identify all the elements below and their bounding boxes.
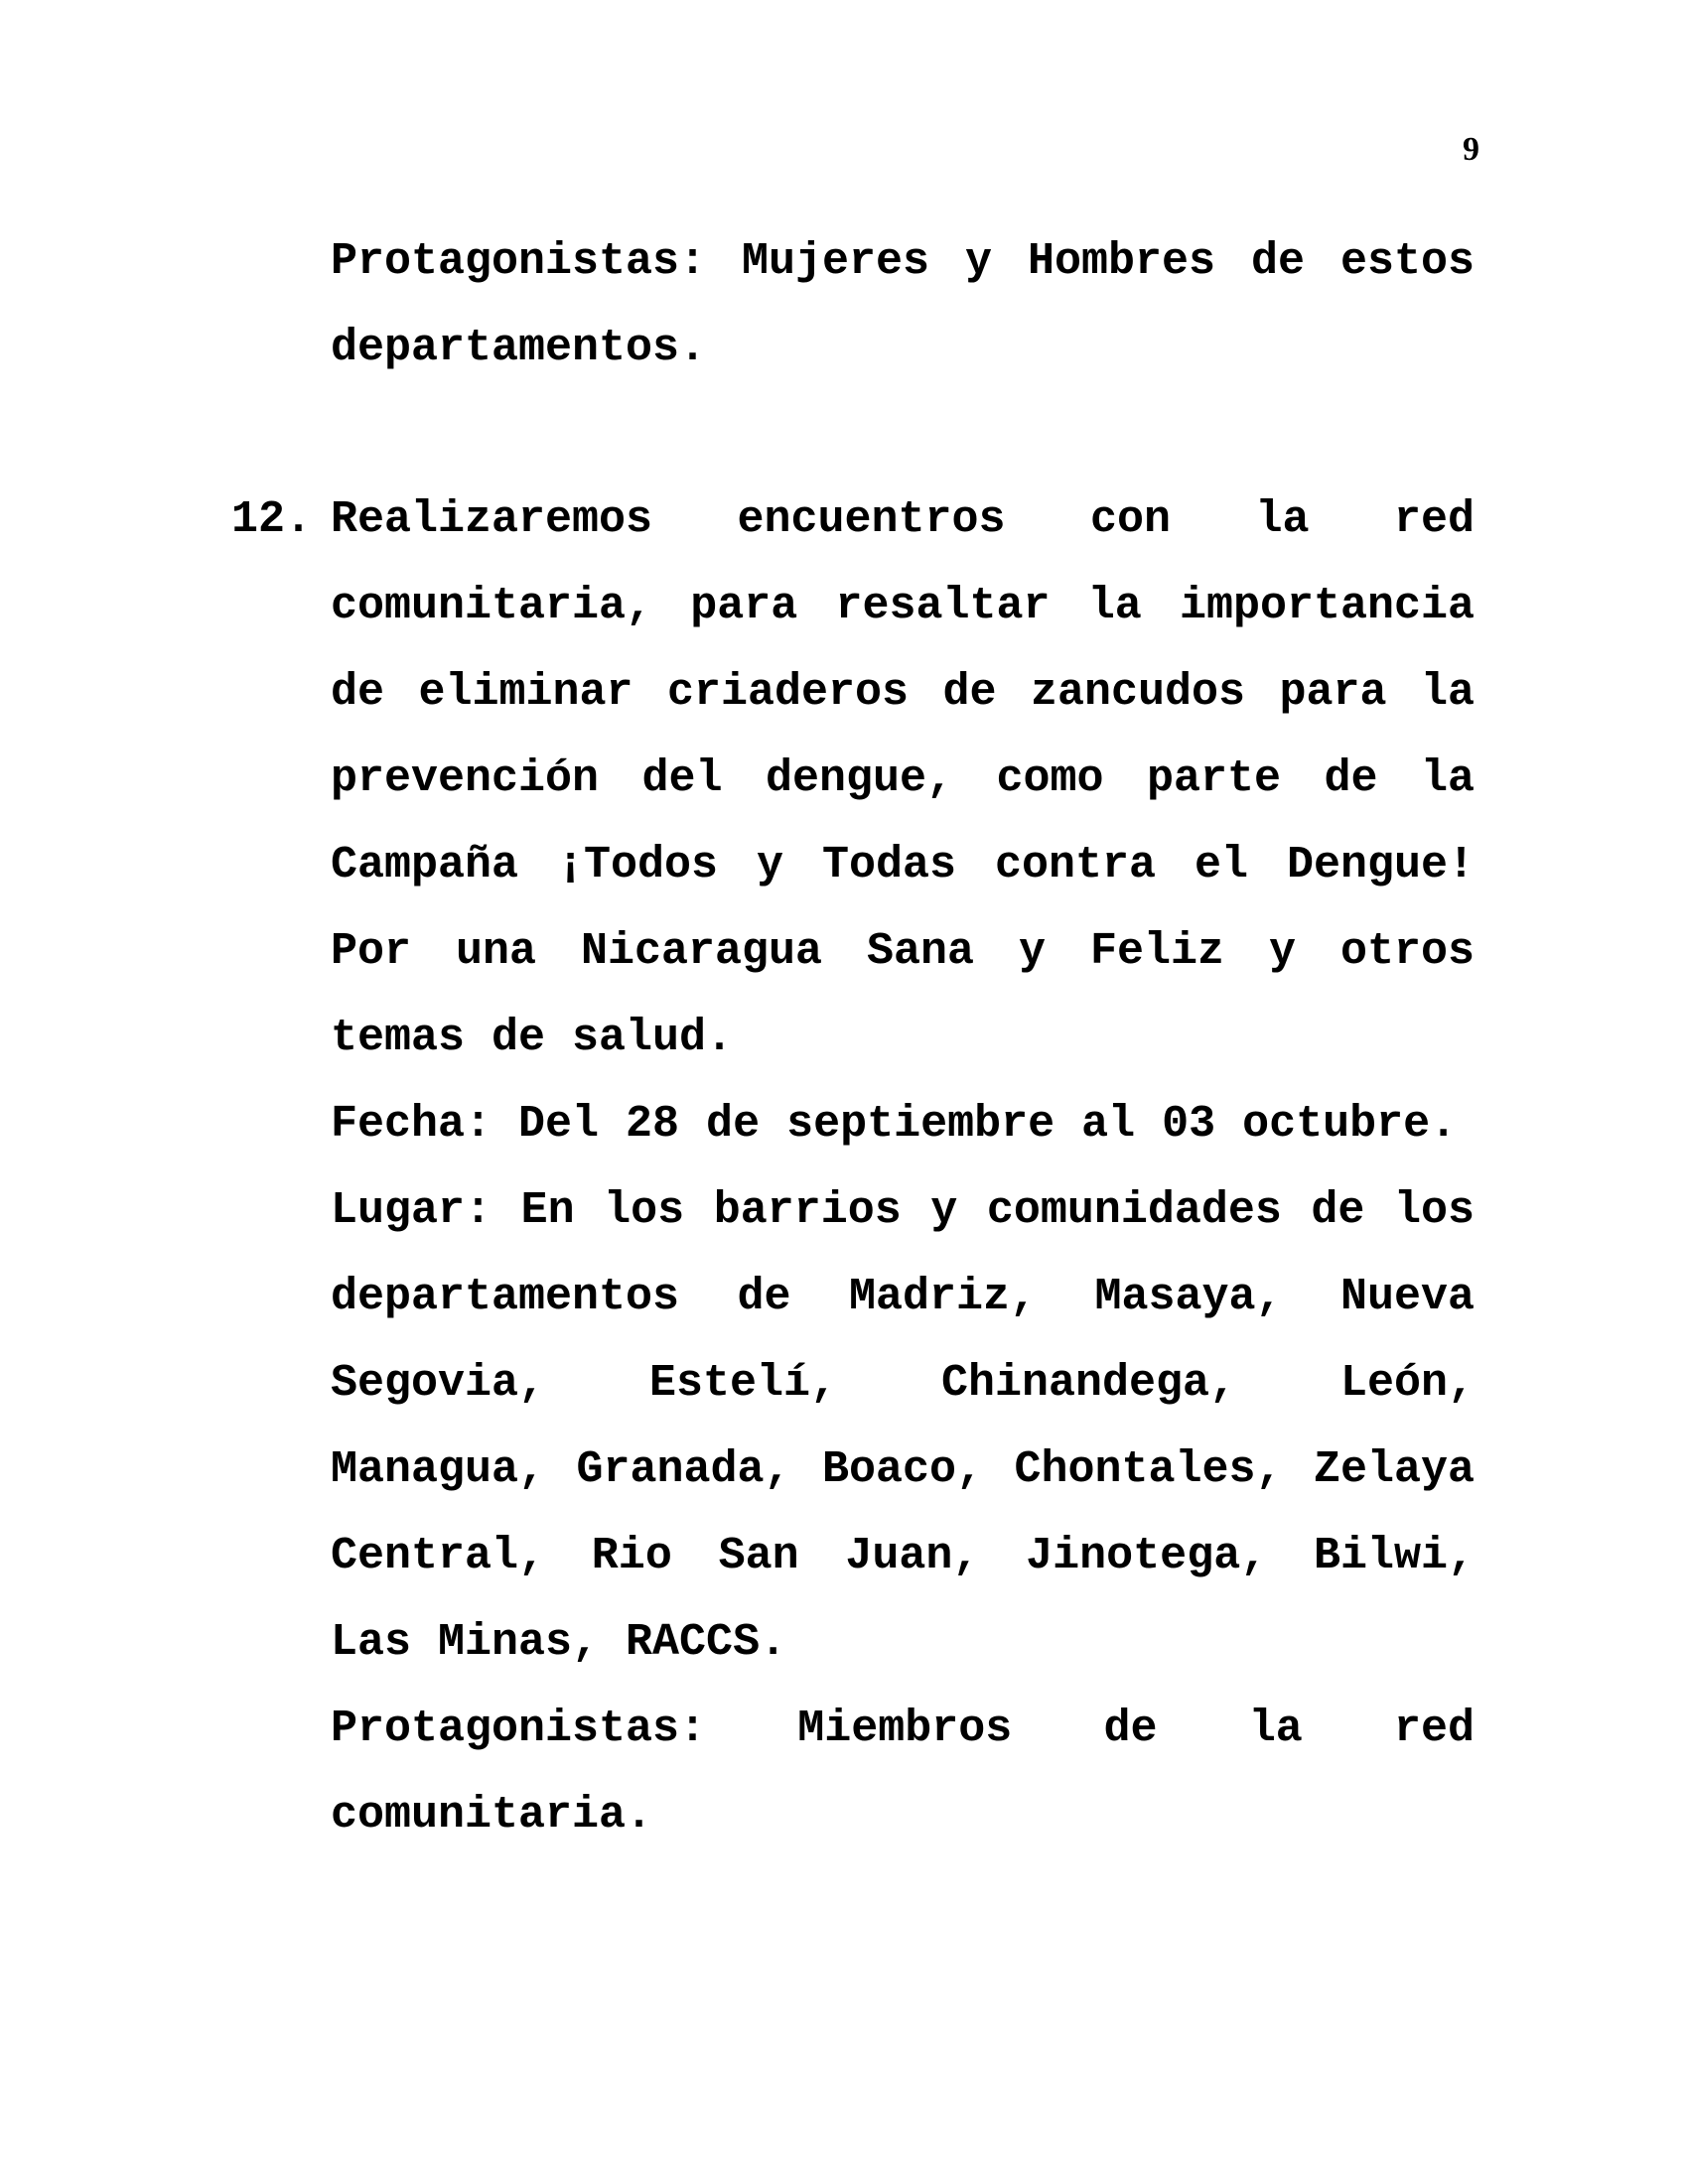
item-fecha: Fecha: Del 28 de septiembre al 03 octubre. <box>331 1099 1458 1150</box>
page-number: 9 <box>1463 131 1479 168</box>
item-description: Realizaremos encuentros con la red comunitaria, para resaltar la importancia de eliminar criaderos de zancudos para la prevención del dengue, como parte de la Campaña ¡Todos y Todas contra el Dengue! Por una Nicaragua Sana y Feliz y otros temas de salud. <box>331 494 1475 1063</box>
item-protagonistas: Protagonistas: Miembros de la red comunitaria. <box>331 1704 1475 1841</box>
item-lugar: Lugar: En los barrios y comunidades de los departamentos de Madriz, Masaya, Nueva Segovia, Estelí, Chinandega, León, Managua, Granada, Boaco, Chontales, Zelaya Central, Rio San Juan, Jinotega, Bilwi, Las Minas, RACCS. <box>331 1185 1475 1668</box>
list-item-12 <box>231 477 1475 1858</box>
item-number: 12. <box>231 494 313 545</box>
intro-protagonistas: Protagonistas: Mujeres y Hombres de estos departamentos. <box>331 236 1475 373</box>
intro-section <box>331 218 1475 391</box>
